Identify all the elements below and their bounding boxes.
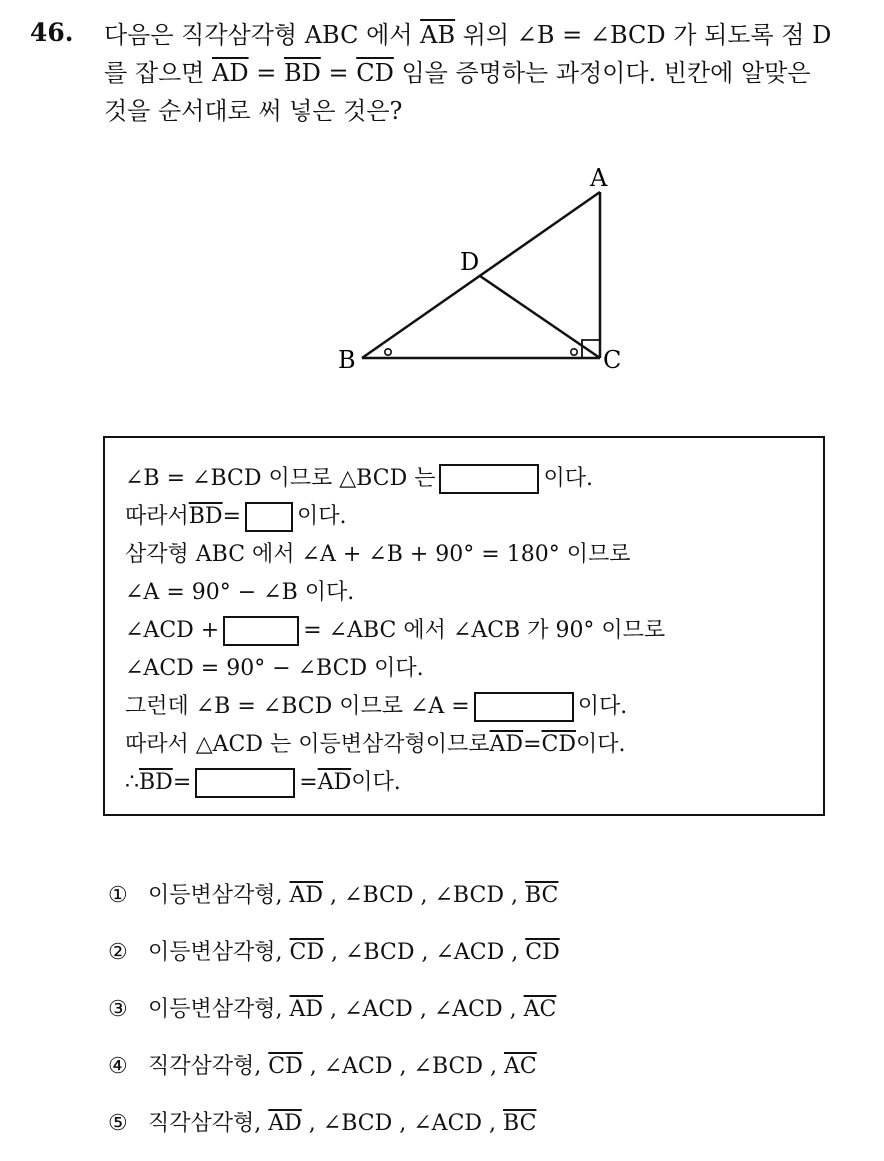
- stem-text: 위의 ∠B = ∠BCD 가 되도록 점 D: [455, 21, 832, 49]
- choice-number: ①: [108, 883, 128, 908]
- choice-angle: ∠ACD: [433, 997, 503, 1022]
- choice-angle: ∠ACD: [413, 1111, 483, 1136]
- choice-angle: ∠BCD: [344, 940, 415, 965]
- question-number: 46.: [30, 18, 74, 47]
- choice-1[interactable]: [108, 876, 560, 933]
- separator: ,: [414, 940, 436, 965]
- equals-sign: =: [172, 770, 192, 795]
- proof-box: [103, 436, 825, 816]
- segment-bd: $\overline{BD}$: [139, 770, 173, 795]
- segment-ab: $\overline{AB}$: [420, 21, 456, 49]
- blank-4: [474, 692, 574, 722]
- choice-segment: $\overline{AC}$: [503, 1054, 537, 1079]
- choice-angle: ∠ACD: [435, 940, 505, 965]
- choice-angle: ∠BCD: [434, 883, 504, 908]
- equals-sign: =: [248, 59, 284, 87]
- choice-angle: ∠ACD: [344, 997, 413, 1022]
- proof-text: 이다.: [577, 694, 628, 719]
- proof-line-9: [125, 764, 665, 802]
- stem-text: 를 잡으면: [104, 59, 212, 87]
- separator: ,: [392, 1054, 414, 1079]
- choice-4[interactable]: [108, 1047, 560, 1104]
- proof-lines: [125, 460, 665, 802]
- choice-segment: $\overline{AD}$: [289, 997, 324, 1022]
- separator: ,: [503, 883, 525, 908]
- segment-bd: $\overline{BD}$: [188, 504, 223, 529]
- stem-line-1: [104, 16, 874, 54]
- proof-text: 이다.: [297, 504, 347, 529]
- segment-cd: $\overline{CD}$: [541, 732, 576, 757]
- blank-3: [223, 616, 299, 646]
- segment-cd: $\overline{CD}$: [356, 59, 394, 87]
- choice-word: 이등변삼각형,: [148, 997, 283, 1022]
- choice-word: 이등변삼각형,: [148, 940, 283, 965]
- separator: ,: [483, 1054, 504, 1079]
- choice-number: ②: [108, 940, 128, 965]
- segment-ad: $\overline{AD}$: [489, 732, 524, 757]
- segment-ad: $\overline{AD}$: [317, 770, 352, 795]
- stem-line-2: [104, 54, 874, 92]
- proof-text: = ∠ABC 에서 ∠ACB 가 90° 이므로: [303, 618, 666, 643]
- therefore-sign: ∴: [125, 770, 139, 795]
- choice-3[interactable]: [108, 990, 560, 1047]
- choice-angle: ∠BCD: [322, 1111, 393, 1136]
- blank-5: [195, 768, 295, 798]
- separator: ,: [323, 997, 345, 1022]
- stem-text: 다음은 직각삼각형 ABC 에서: [104, 21, 421, 49]
- choice-segment: $\overline{CD}$: [525, 940, 560, 965]
- choice-segment: $\overline{BC}$: [524, 883, 559, 908]
- proof-line-3: 삼각형 ABC 에서 ∠A + ∠B + 90° = 180° 이므로: [125, 542, 631, 567]
- blank-1: [439, 464, 539, 494]
- proof-text: 그런데 ∠B = ∠BCD 이므로 ∠A =: [125, 694, 470, 719]
- equals-sign: =: [222, 504, 242, 529]
- choice-number: ⑤: [108, 1111, 128, 1136]
- label-a: A: [590, 164, 608, 192]
- choice-word: 이등변삼각형,: [148, 883, 283, 908]
- proof-text: 따라서: [125, 504, 189, 529]
- proof-line-1: [125, 460, 665, 498]
- choice-word: 직각삼각형,: [148, 1054, 262, 1079]
- label-b: B: [338, 346, 356, 374]
- triangle-diagram: [320, 156, 640, 386]
- choice-segment: $\overline{AD}$: [289, 883, 324, 908]
- segment-ad: $\overline{AD}$: [212, 59, 249, 87]
- proof-text: 이다.: [576, 732, 626, 757]
- separator: ,: [392, 1111, 414, 1136]
- proof-line-8: [125, 726, 665, 764]
- choice-segment: $\overline{CD}$: [268, 1054, 303, 1079]
- label-c: C: [603, 346, 622, 374]
- separator: ,: [323, 883, 345, 908]
- equals-sign: =: [523, 732, 542, 757]
- proof-text: 따라서 △ACD 는 이등변삼각형이므로: [125, 732, 490, 757]
- proof-text: 이다.: [543, 466, 593, 491]
- stem-line-3: 것을 순서대로 써 넣은 것은?: [104, 97, 403, 125]
- proof-text: 이다.: [351, 770, 401, 795]
- proof-text: ∠ACD +: [125, 618, 220, 643]
- choice-5[interactable]: [108, 1104, 560, 1161]
- separator: ,: [412, 997, 434, 1022]
- choice-2[interactable]: [108, 933, 560, 990]
- question-stem: [104, 16, 874, 130]
- angle-mark-bcd: [571, 349, 577, 355]
- proof-line-2: [125, 498, 665, 536]
- choice-segment: $\overline{AD}$: [268, 1111, 302, 1136]
- label-d: D: [460, 248, 480, 276]
- proof-line-5: [125, 612, 665, 650]
- separator: ,: [413, 883, 435, 908]
- separator: ,: [502, 997, 524, 1022]
- stem-text: 임을 증명하는 과정이다. 빈칸에 알맞은: [393, 59, 811, 87]
- choice-angle: ∠BCD: [344, 883, 414, 908]
- choice-number: ④: [108, 1054, 128, 1079]
- separator: ,: [301, 1111, 323, 1136]
- segment-bd: $\overline{BD}$: [283, 59, 321, 87]
- equals-sign: =: [320, 59, 357, 87]
- choice-segment: $\overline{CD}$: [289, 940, 324, 965]
- separator: ,: [302, 1054, 324, 1079]
- proof-line-4: ∠A = 90° − ∠B 이다.: [125, 580, 355, 605]
- blank-2: [245, 502, 293, 532]
- choice-number: ③: [108, 997, 128, 1022]
- proof-text: ∠B = ∠BCD 이므로 △BCD 는: [125, 466, 436, 491]
- choice-segment: $\overline{AC}$: [523, 997, 557, 1022]
- choice-segment: $\overline{BC}$: [503, 1111, 537, 1136]
- proof-line-6: ∠ACD = 90° − ∠BCD 이다.: [125, 656, 424, 681]
- choice-angle: ∠BCD: [413, 1054, 483, 1079]
- equals-sign: =: [299, 770, 318, 795]
- proof-line-7: [125, 688, 665, 726]
- separator: ,: [324, 940, 345, 965]
- answer-choices: [108, 876, 560, 1161]
- choice-word: 직각삼각형,: [148, 1111, 262, 1136]
- separator: ,: [482, 1111, 504, 1136]
- choice-angle: ∠ACD: [323, 1054, 393, 1079]
- angle-mark-b: [385, 349, 391, 355]
- separator: ,: [504, 940, 526, 965]
